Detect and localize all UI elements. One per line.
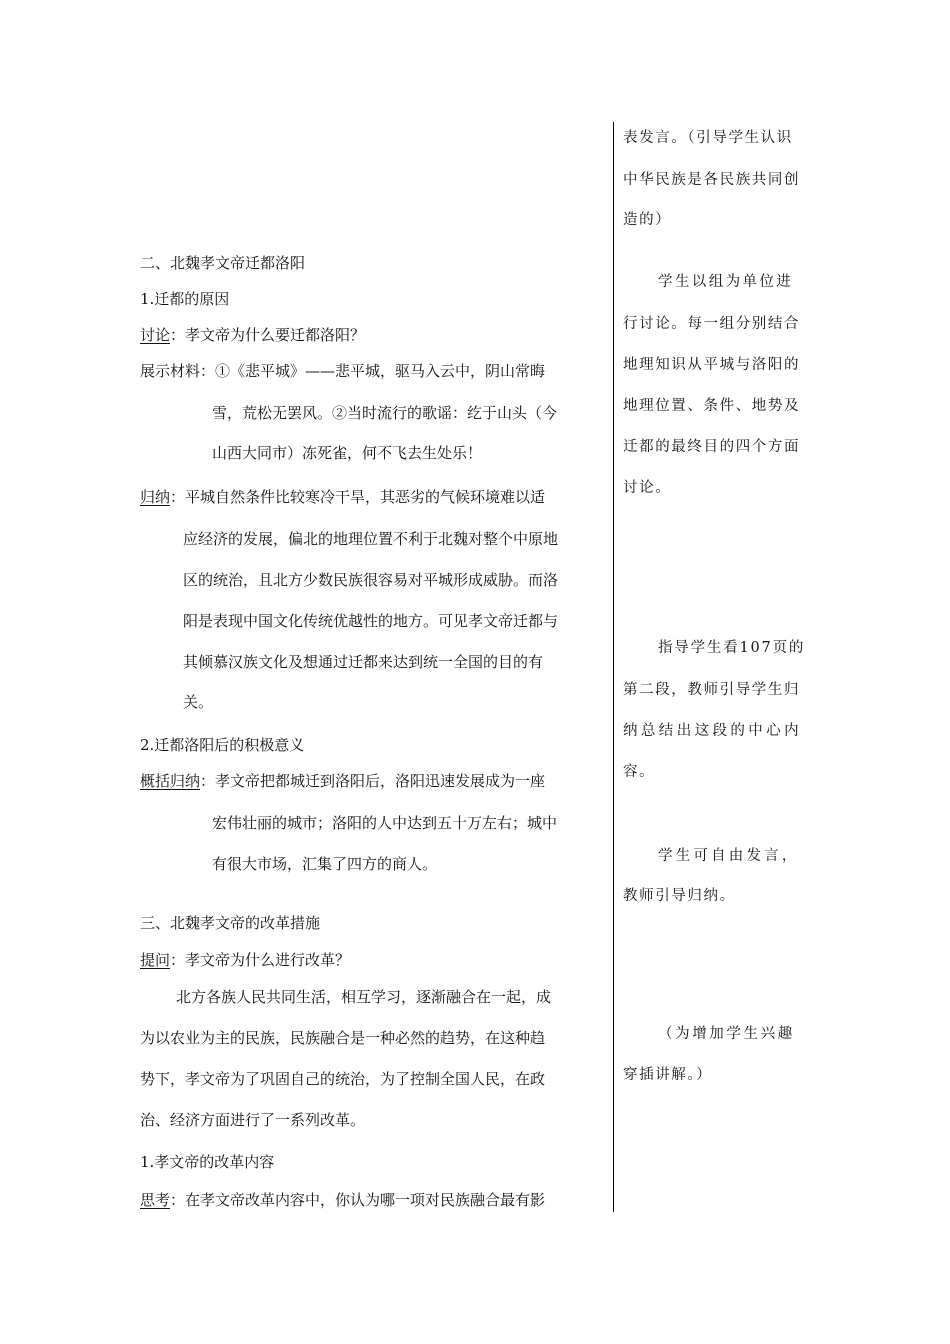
summary-text-1: ：平城自然条件比较寒冷干旱，其恶劣的气候环境难以适 (170, 488, 546, 506)
summary-line-1 (140, 487, 545, 507)
note-3-line-3: 纳总结出这段的中心内 (623, 723, 802, 739)
note-3-line-1: 指导学生看107页的 (658, 640, 806, 656)
note-4-line-2: 教师引导归纳。 (623, 888, 736, 904)
generalize-line-2: 宏伟壮丽的城市；洛阳的人中达到五十万左右；城中 (212, 814, 558, 832)
section-2-1-title: 1.迁都的原因 (140, 290, 230, 308)
note-3-line-2: 第二段，教师引导学生归 (623, 682, 801, 698)
note-1-line-1: 表发言。（引导学生认识 (623, 130, 793, 146)
material-line-1: 展示材料：①《悲平城》——悲平城，驱马入云中，阴山常晦 (140, 362, 546, 380)
generalize-text-1: ：孝文帝把都城迁到洛阳后，洛阳迅速发展成为一座 (200, 772, 546, 790)
column-divider (613, 122, 614, 1212)
note-5-line-2: 穿插讲解。） (623, 1067, 713, 1083)
summary-line-6: 关。 (183, 693, 214, 711)
section-3-heading: 三、北魏孝文帝的改革措施 (140, 914, 321, 932)
summary-line-3: 区的统治，且北方少数民族很容易对平城形成威胁。而洛 (183, 571, 559, 589)
ask-label: 提问 (140, 951, 171, 969)
note-5-line-1: （为增加学生兴趣 (658, 1026, 795, 1042)
note-1-line-3: 造的） (623, 212, 672, 228)
note-2-line-6: 讨论。 (623, 480, 672, 496)
think-text: ：在孝文帝改革内容中，你认为哪一项对民族融合最有影 (170, 1191, 546, 1209)
material-line-2: 雪，荒松无罢风。②当时流行的歌谣：纥于山头（今 (212, 404, 558, 422)
ask-line (140, 950, 350, 970)
note-4-line-1: 学生可自由发言， (658, 848, 800, 864)
generalize-label: 概括归纳 (140, 772, 201, 790)
summary-line-2: 应经济的发展，偏北的地理位置不利于北魏对整个中原地 (183, 530, 559, 548)
note-2-line-5: 迁都的最终目的四个方面 (623, 439, 801, 455)
discuss-text: ：孝文帝为什么要迁都洛阳？ (170, 326, 366, 344)
paragraph-line-3: 势下，孝文帝为了巩固自己的统治，为了控制全国人民，在政 (140, 1070, 546, 1088)
discuss-label: 讨论 (140, 326, 171, 344)
section-2-heading: 二、北魏孝文帝迁都洛阳 (140, 254, 306, 272)
summary-label: 归纳 (140, 488, 171, 506)
note-2-line-1: 学生以组为单位进 (658, 274, 794, 290)
discuss-line (140, 325, 365, 345)
note-2-line-4: 地理位置、条件、地势及 (623, 398, 801, 414)
summary-line-4: 阳是表现中国文化传统优越性的地方。可见孝文帝迁都与 (183, 612, 559, 630)
section-2-2-title: 2.迁都洛阳后的积极意义 (140, 736, 305, 754)
summary-line-5: 其倾慕汉族文化及想通过迁都来达到统一全国的目的有 (183, 653, 544, 671)
generalize-line-3: 有很大市场，汇集了四方的商人。 (212, 855, 438, 873)
paragraph-line-4: 治、经济方面进行了一系列改革。 (140, 1111, 366, 1129)
note-3-line-4: 容。 (623, 764, 656, 780)
generalize-line-1 (140, 771, 545, 791)
note-2-line-2: 行讨论。每一组分别结合 (623, 316, 801, 332)
paragraph-line-2: 为以农业为主的民族，民族融合是一种必然的趋势，在这种趋 (140, 1029, 546, 1047)
section-3-1-title: 1.孝文帝的改革内容 (140, 1153, 275, 1171)
paragraph-line-1: 北方各族人民共同生活，相互学习，逐渐融合在一起，成 (176, 988, 552, 1006)
note-1-line-2: 中华民族是各民族共同创 (623, 172, 801, 188)
ask-text: ：孝文帝为什么进行改革？ (170, 951, 351, 969)
think-line (140, 1190, 545, 1210)
material-line-3: 山西大同市）冻死雀，何不飞去生处乐！ (212, 444, 483, 462)
note-2-line-3: 地理知识从平城与洛阳的 (623, 357, 801, 373)
think-label: 思考 (140, 1191, 171, 1209)
